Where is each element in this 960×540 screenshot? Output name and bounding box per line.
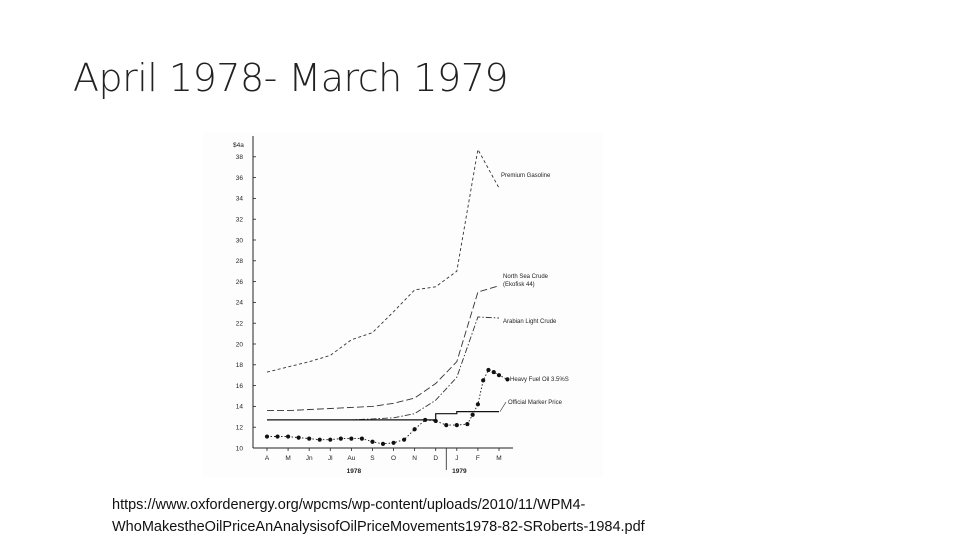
series-marker-3 (307, 437, 311, 441)
series-marker-3 (339, 437, 343, 441)
y-tick-label: 28 (235, 258, 243, 266)
series-marker-3 (455, 423, 459, 427)
x-year-label: 1979 (452, 468, 467, 475)
x-tick-label: M (285, 455, 291, 462)
series-marker-3 (497, 373, 501, 377)
series-marker-3 (486, 368, 490, 372)
y-tick-label: 38 (235, 154, 243, 162)
x-tick-label: Jl (327, 455, 333, 462)
series-marker-3 (286, 434, 290, 438)
series-marker-3 (481, 378, 485, 382)
y-axis-unit-label: $4a (233, 142, 244, 149)
y-tick-label: 32 (235, 216, 243, 224)
series-marker-3 (275, 434, 279, 438)
series-label-1: North Sea Crude (503, 274, 549, 280)
x-tick-label: O (391, 455, 397, 462)
series-marker-3 (349, 437, 353, 441)
series-label-3: Heavy Fuel Oil 3.5%S (510, 377, 569, 383)
series-marker-3 (402, 438, 406, 442)
y-tick-label: 36 (235, 174, 243, 182)
series-line-3 (267, 370, 507, 444)
y-tick-label: 30 (235, 237, 243, 245)
x-tick-label: M (496, 455, 502, 462)
y-tick-label: 22 (235, 320, 243, 328)
series-marker-3 (381, 442, 385, 446)
x-tick-label: A (264, 455, 270, 462)
series-marker-3 (471, 413, 475, 417)
slide-title: April 1978- March 1979 (73, 56, 509, 100)
series-marker-3 (505, 377, 509, 381)
y-tick-label: 10 (235, 445, 243, 453)
source-line-1: https://www.oxfordenergy.org/wpcms/wp-content/uploads/2010/11/WPM4- (112, 497, 586, 513)
series-marker-3 (297, 436, 301, 440)
x-year-label: 1978 (346, 468, 362, 475)
series-label-0: Premium Gasoline (501, 173, 551, 179)
y-tick-label: 20 (235, 341, 243, 349)
series-marker-3 (444, 423, 448, 427)
series-marker-3 (476, 402, 480, 406)
series-marker-3 (465, 422, 469, 426)
x-tick-label: J (455, 455, 459, 462)
oil-price-chart (203, 132, 603, 477)
y-tick-label: 12 (235, 424, 243, 432)
x-tick-label: N (412, 455, 417, 462)
y-tick-label: 26 (235, 278, 243, 286)
series-marker-3 (370, 440, 374, 444)
y-tick-label: 16 (235, 382, 243, 390)
series-label-1: (Ekofisk 44) (503, 282, 535, 288)
chart-image (203, 132, 603, 477)
y-tick-label: 34 (235, 195, 243, 203)
x-tick-label: Au (347, 455, 356, 462)
x-tick-label: F (475, 455, 480, 462)
x-tick-label: S (370, 455, 375, 462)
series-label-4: Official Marker Price (508, 400, 562, 406)
series-label-connector-4 (500, 402, 506, 412)
source-line-2: WhoMakestheOilPriceAnAnalysisofOilPriceMovements1978-82-SRoberts-1984.pdf (112, 519, 645, 535)
x-tick-label: D (433, 455, 439, 462)
y-tick-label: 14 (235, 403, 243, 411)
series-label-2: Arabian Light Crude (503, 319, 557, 325)
series-marker-3 (413, 427, 417, 431)
series-marker-3 (492, 370, 496, 374)
x-tick-label: Jn (305, 455, 313, 462)
series-marker-3 (391, 441, 395, 445)
series-marker-3 (265, 434, 269, 438)
y-tick-label: 18 (235, 362, 243, 370)
series-line-0 (267, 150, 499, 373)
series-marker-3 (360, 437, 364, 441)
source-citation (112, 494, 892, 538)
series-marker-3 (328, 438, 332, 442)
series-marker-3 (318, 438, 322, 442)
series-line-1 (267, 286, 499, 411)
y-tick-label: 24 (235, 299, 243, 307)
